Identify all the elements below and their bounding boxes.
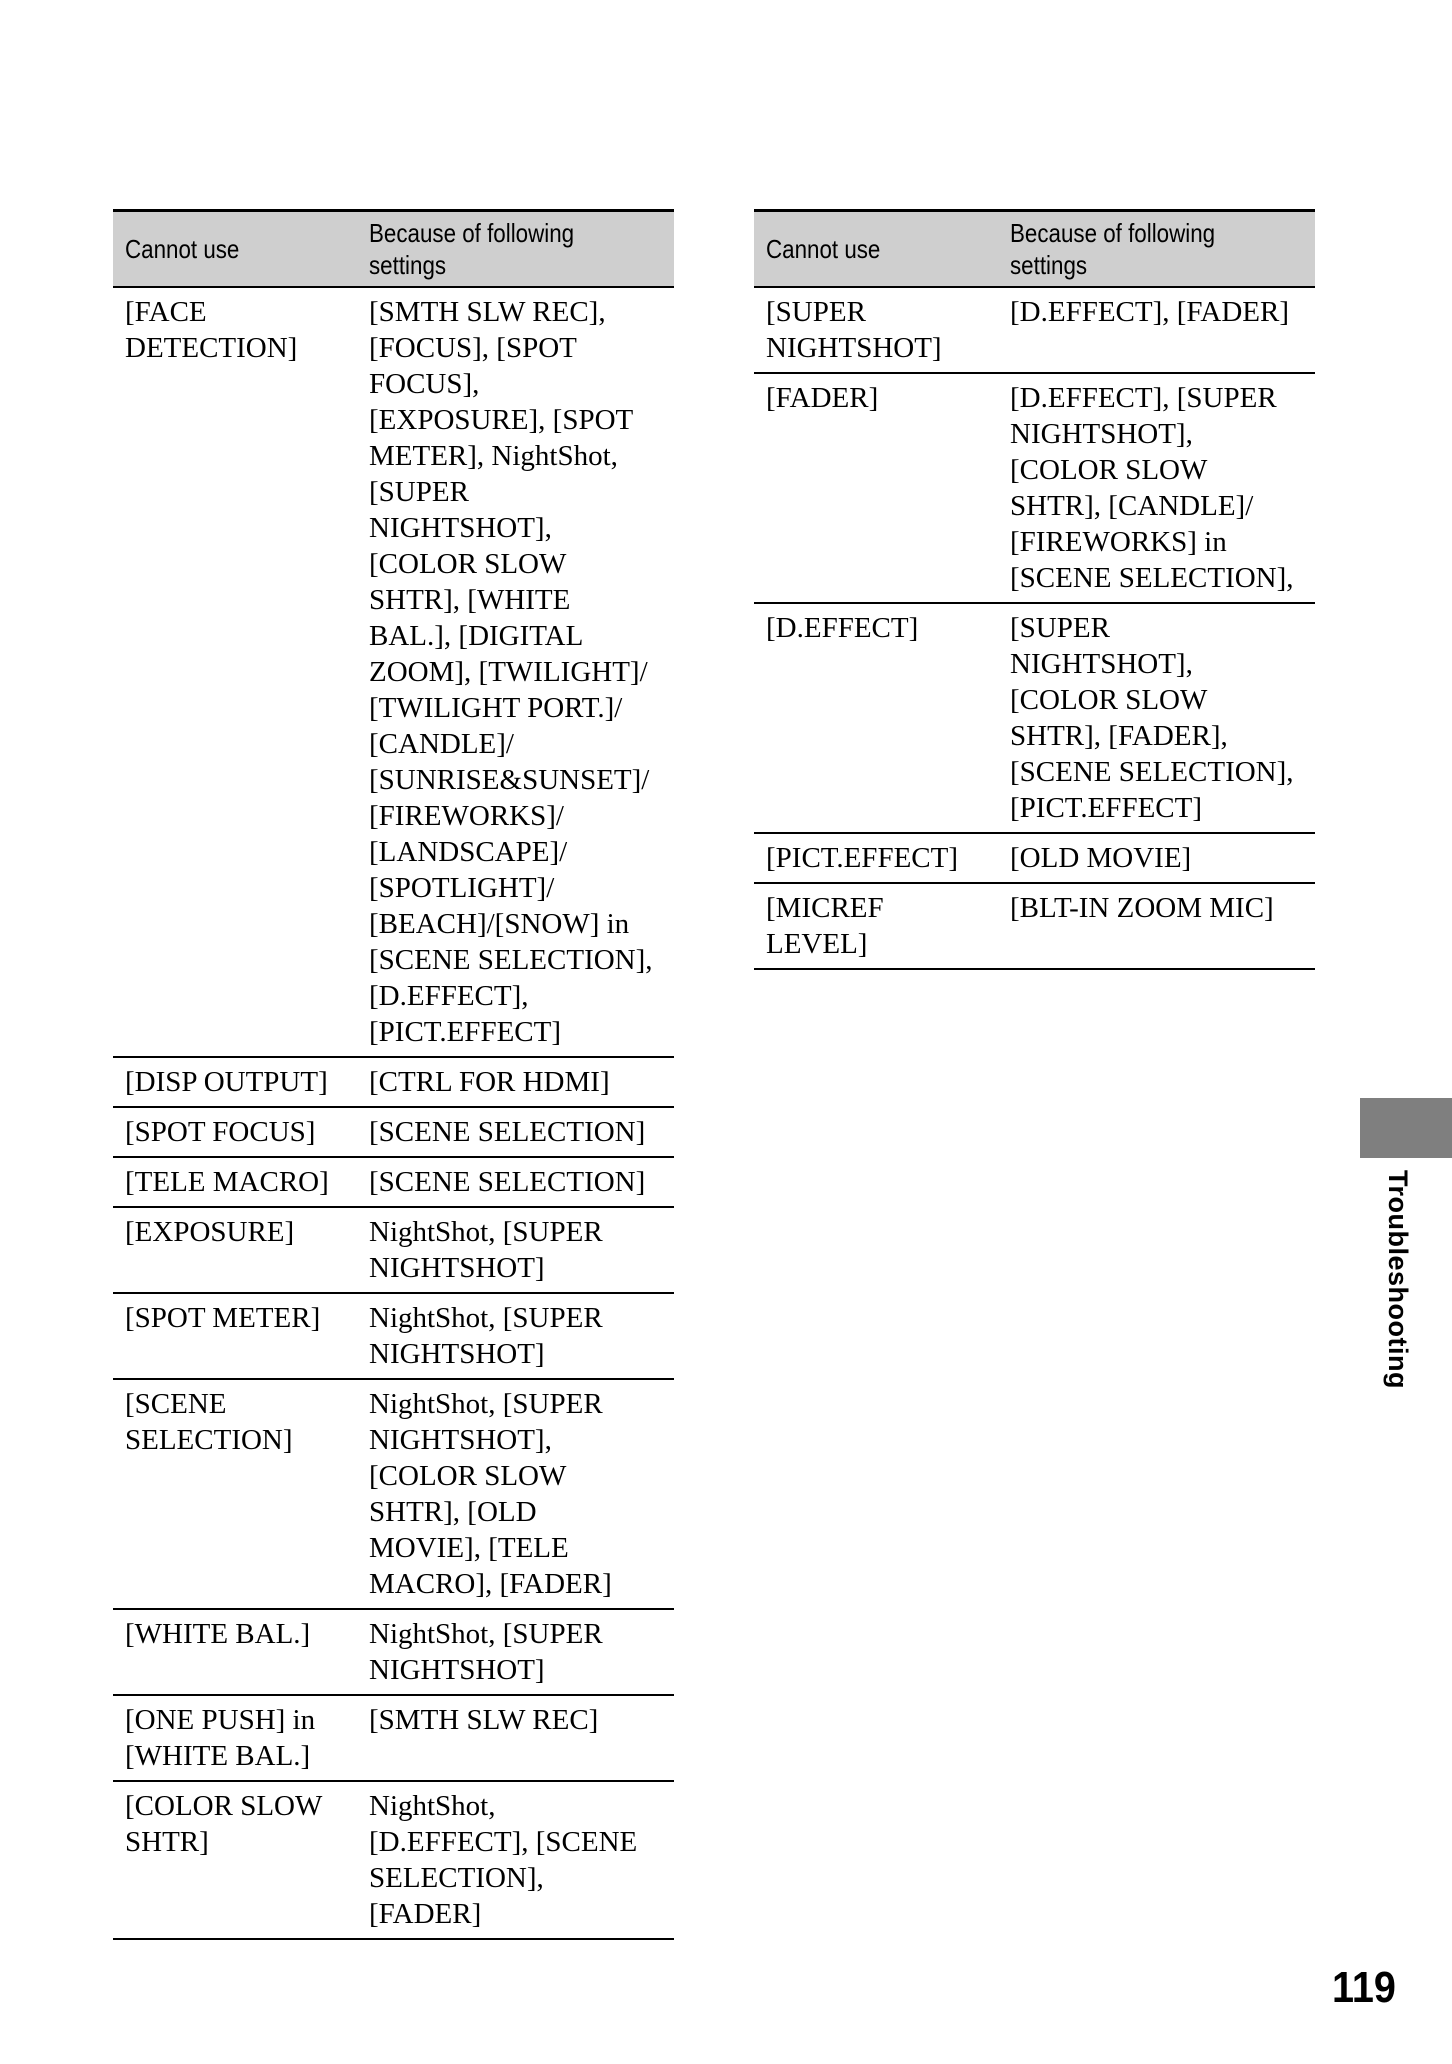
- because-cell: [CTRL FOR HDMI]: [357, 1057, 674, 1107]
- table-row: [754, 883, 1315, 969]
- table-row: [113, 1107, 674, 1157]
- table-row: [113, 1293, 674, 1379]
- cannot-use-cell: [D.EFFECT]: [754, 603, 998, 833]
- because-cell: [SMTH SLW REC], [FOCUS], [SPOT FOCUS], [EXPOSURE], [SPOT METER], NightShot, [SUPER NIGHTSHOT], [COLOR SLOW SHTR], [WHITE BAL.], [DIGITAL ZOOM], [TWILIGHT]/ [TWILIGHT PORT.]/ [CANDLE]/ [SUNRISE&SUNSET]/ [FIREWORKS]/ [LANDSCAPE]/ [SPOTLIGHT]/ [BEACH]/[SNOW] in [SCENE SELECTION], [D.EFFECT], [PICT.EFFECT]: [357, 287, 674, 1057]
- page-number: 119: [1332, 1963, 1396, 2012]
- cannot-use-cell: [ONE PUSH] in [WHITE BAL.]: [113, 1695, 357, 1781]
- because-cell: [SCENE SELECTION]: [357, 1107, 674, 1157]
- table-row: [754, 603, 1315, 833]
- table-row: [754, 833, 1315, 883]
- because-cell: NightShot, [SUPER NIGHTSHOT]: [357, 1207, 674, 1293]
- because-cell: [SCENE SELECTION]: [357, 1157, 674, 1207]
- table-row: [113, 1695, 674, 1781]
- cannot-use-cell: [SPOT METER]: [113, 1293, 357, 1379]
- restriction-table-right: [754, 209, 1315, 970]
- table-row: [113, 1157, 674, 1207]
- because-cell: [D.EFFECT], [SUPER NIGHTSHOT], [COLOR SLOW SHTR], [CANDLE]/ [FIREWORKS] in [SCENE SELECTION],: [998, 373, 1315, 603]
- because-cell: NightShot, [SUPER NIGHTSHOT], [COLOR SLOW SHTR], [OLD MOVIE], [TELE MACRO], [FADER]: [357, 1379, 674, 1609]
- table-row: [113, 287, 674, 1057]
- table-row: [113, 1207, 674, 1293]
- cannot-use-cell: [COLOR SLOW SHTR]: [113, 1781, 357, 1939]
- because-cell: NightShot, [SUPER NIGHTSHOT]: [357, 1609, 674, 1695]
- header-because-of: Because of following settings: [998, 211, 1315, 288]
- cannot-use-cell: [WHITE BAL.]: [113, 1609, 357, 1695]
- cannot-use-cell: [SPOT FOCUS]: [113, 1107, 357, 1157]
- table-header-row: [754, 211, 1315, 288]
- cannot-use-cell: [MICREF LEVEL]: [754, 883, 998, 969]
- cannot-use-cell: [DISP OUTPUT]: [113, 1057, 357, 1107]
- table-row: [113, 1379, 674, 1609]
- cannot-use-cell: [SCENE SELECTION]: [113, 1379, 357, 1609]
- cannot-use-cell: [EXPOSURE]: [113, 1207, 357, 1293]
- restriction-table-left: [113, 209, 674, 1940]
- table-row: [113, 1057, 674, 1107]
- cannot-use-cell: [FADER]: [754, 373, 998, 603]
- cannot-use-cell: [FACE DETECTION]: [113, 287, 357, 1057]
- cannot-use-cell: [SUPER NIGHTSHOT]: [754, 287, 998, 373]
- table-row: [113, 1781, 674, 1939]
- table-row: [754, 287, 1315, 373]
- because-cell: [D.EFFECT], [FADER]: [998, 287, 1315, 373]
- cannot-use-cell: [PICT.EFFECT]: [754, 833, 998, 883]
- header-cannot-use: Cannot use: [113, 211, 357, 288]
- cannot-use-cell: [TELE MACRO]: [113, 1157, 357, 1207]
- section-tab-marker: [1360, 1098, 1452, 1158]
- section-label: Troubleshooting: [1383, 1170, 1413, 1389]
- because-cell: [SUPER NIGHTSHOT], [COLOR SLOW SHTR], [FADER], [SCENE SELECTION], [PICT.EFFECT]: [998, 603, 1315, 833]
- header-cannot-use: Cannot use: [754, 211, 998, 288]
- table-row: [754, 373, 1315, 603]
- table-header-row: [113, 211, 674, 288]
- because-cell: [SMTH SLW REC]: [357, 1695, 674, 1781]
- because-cell: [OLD MOVIE]: [998, 833, 1315, 883]
- because-cell: NightShot, [SUPER NIGHTSHOT]: [357, 1293, 674, 1379]
- header-because-of: Because of following settings: [357, 211, 674, 288]
- table-row: [113, 1609, 674, 1695]
- because-cell: [BLT-IN ZOOM MIC]: [998, 883, 1315, 969]
- because-cell: NightShot, [D.EFFECT], [SCENE SELECTION], [FADER]: [357, 1781, 674, 1939]
